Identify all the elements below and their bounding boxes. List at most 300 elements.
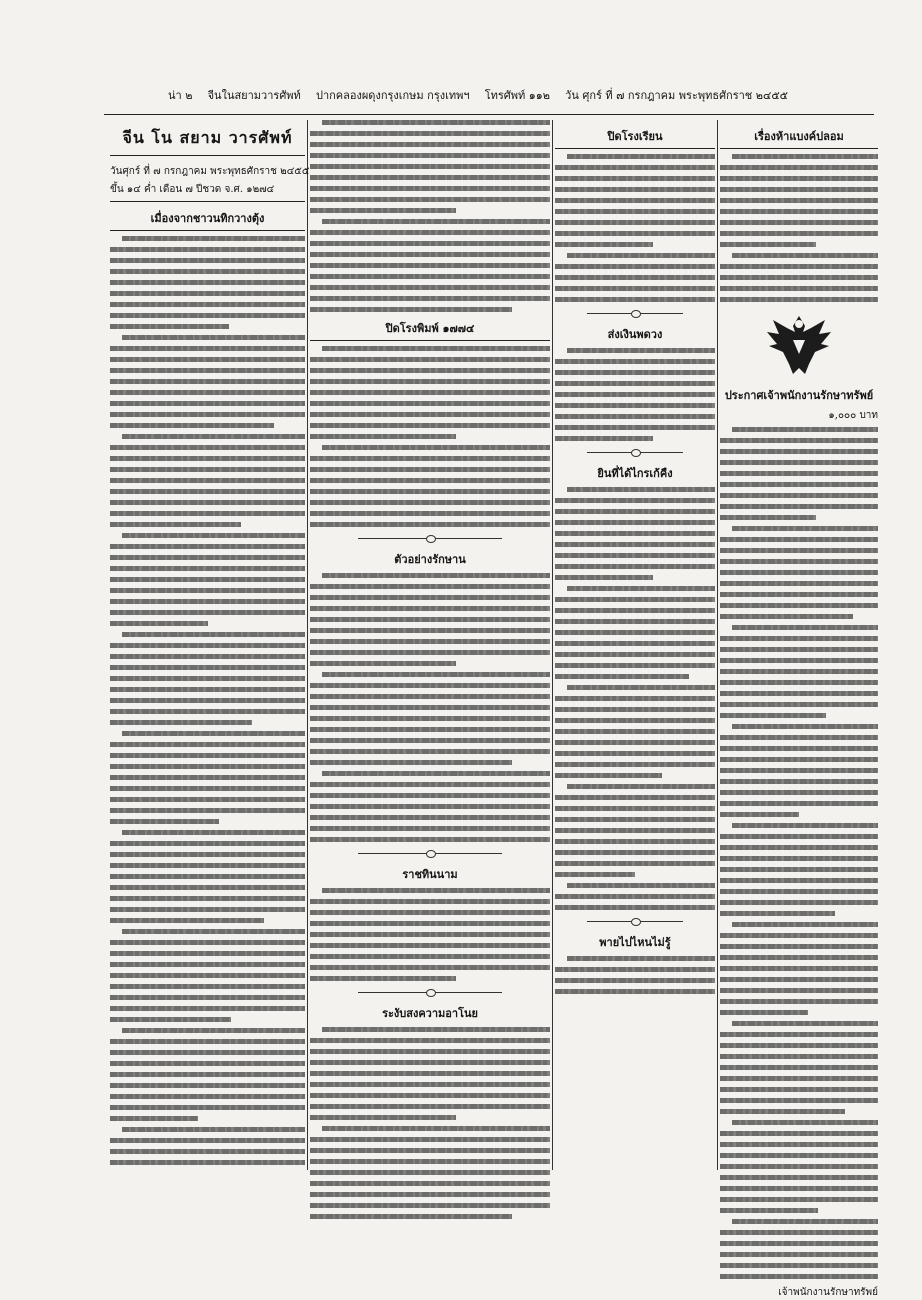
text-line [310,1137,550,1142]
text-line [555,630,715,635]
text-line [720,1197,878,1202]
text-line [310,307,512,312]
text-line [310,976,456,981]
text-line [720,1032,878,1037]
column-rule [552,120,553,1170]
text-line [110,401,305,406]
text-line [555,839,715,844]
text-line [567,348,715,353]
text-line [720,1164,878,1169]
text-line [567,956,715,961]
text-line [310,1148,550,1153]
text-line [110,720,252,725]
dateline-sub: ขึ้น ๑๔ ค่ำ เดือน ๗ ปีชวด จ.ศ. ๑๒๗๔ [110,182,305,202]
dateline: วันศุกร์ ที่ ๗ กรกฎาคม พระพุทธศักราช ๒๔๕๕ [110,166,310,177]
text-line [567,685,715,690]
text-line [720,1010,808,1015]
text-line [110,445,305,450]
text-line [310,1071,550,1076]
text-line [720,1043,878,1048]
text-line [720,264,878,269]
text-line [310,1060,550,1065]
text-line [310,186,550,191]
text-line [310,826,550,831]
issue-date: วัน ศุกร์ ที่ ๗ กรกฎาคม พระพุทธศักราช ๒๔๕๕ [565,89,788,102]
text-line [122,236,305,241]
text-line [110,577,305,582]
text-line [310,804,550,809]
text-line [555,542,715,547]
column-2 [310,120,550,1160]
text-line [310,263,550,268]
text-line [110,819,219,824]
text-line [720,1274,878,1279]
text-line [110,1050,305,1055]
text-line [310,423,550,428]
text-line [310,131,550,136]
text-line [720,242,816,247]
text-line [732,724,878,729]
text-line [720,900,878,905]
text-line [720,867,878,872]
text-line [720,482,878,487]
text-line [732,823,878,828]
location: ปากคลองผดุงกรุงเกษม กรุงเทพฯ [315,89,470,102]
text-line [310,1049,550,1054]
text-line [110,1160,305,1165]
text-line [555,773,662,778]
text-line [110,676,305,681]
text-line [720,592,878,597]
header-rule [104,114,874,115]
text-line [110,588,305,593]
text-line [720,1241,878,1246]
text-line [310,921,550,926]
text-line [720,691,878,696]
text-line [555,176,715,181]
column-rule [307,120,308,1170]
text-line [310,456,550,461]
text-line [110,346,305,351]
column-3 [555,120,715,1160]
text-line [110,1039,305,1044]
text-line [310,943,550,948]
text-line [310,683,550,688]
text-line [310,738,550,743]
text-line [555,165,715,170]
text-line [310,1159,550,1164]
text-line [732,253,878,258]
text-line [110,1116,198,1121]
text-line [110,852,305,857]
text-line [110,1138,305,1143]
article-heading: ส่งเงินพดวง [607,328,663,341]
text-line [555,498,715,503]
text-line [110,1149,305,1154]
text-line [720,955,878,960]
text-line [110,654,305,659]
text-line [555,297,715,302]
text-line [720,1087,878,1092]
text-line [720,504,878,509]
text-line [310,285,550,290]
text-line [110,478,305,483]
article-body [310,888,550,981]
text-line [720,1065,878,1070]
text-line [110,423,274,428]
text-line [310,932,550,937]
text-line [110,544,305,549]
text-line [555,359,715,364]
text-line [110,885,305,890]
text-line [555,436,653,441]
text-line [555,264,715,269]
text-line [310,1038,550,1043]
text-line [720,1186,878,1191]
column-1 [110,120,310,1160]
text-line [322,573,550,578]
text-line [310,954,550,959]
text-line [555,564,715,569]
text-line [720,801,878,806]
text-line [122,731,305,736]
text-line [720,231,878,236]
text-line [720,460,878,465]
text-line [310,1181,550,1186]
text-line [110,500,305,505]
masthead: จีน โน สยาม วารศัพท์ [110,120,305,156]
text-line [720,636,878,641]
text-line [310,412,550,417]
text-line [110,412,305,417]
text-line [310,230,550,235]
text-line [110,489,305,494]
text-line [720,999,878,1004]
notice-body [720,427,878,1279]
text-line [110,995,305,1000]
article-body [555,154,715,302]
text-line [555,198,715,203]
text-line [122,1127,305,1132]
text-line [110,599,305,604]
text-line [322,1126,550,1131]
text-line [567,253,715,258]
text-line [720,757,878,762]
text-line [110,863,305,868]
text-line [110,1006,305,1011]
text-line [720,1175,878,1180]
text-line [555,707,715,712]
article-heading: ราชทินนาม [402,868,458,881]
article-heading: เรื่องห้าแบงค์ปลอม [720,127,878,149]
text-line [110,357,305,362]
text-line [732,526,878,531]
text-line [555,597,715,602]
text-line [720,856,878,861]
text-line [110,269,305,274]
text-line [110,764,305,769]
text-line [555,575,653,580]
text-line [110,1072,305,1077]
text-line [555,989,715,994]
text-line [110,1105,305,1110]
text-line [567,487,715,492]
text-line [310,241,550,246]
text-line [720,790,878,795]
text-line [555,663,715,668]
text-line [110,918,264,923]
text-line [122,533,305,538]
text-line [720,966,878,971]
text-line [110,291,305,296]
text-line [310,899,550,904]
article-body [310,346,550,527]
text-line [310,1192,550,1197]
text-line [720,176,878,181]
article-body [720,154,878,302]
ornament-divider [310,848,550,858]
text-line [720,713,826,718]
text-line [310,379,550,384]
text-line [720,471,878,476]
article-heading: ปิดโรงพิมพ์ ๑๗๗๔ [310,319,550,341]
ornament-divider [310,987,550,997]
text-line [110,984,305,989]
text-line [310,357,550,362]
text-line [720,570,878,575]
article-heading: ปิดโรงเรียน [555,127,715,149]
text-line [310,782,550,787]
column-rule [717,120,718,1170]
article-body [310,573,550,842]
notice-title: ประกาศเจ้าพนักงานรักษาทรัพย์ [724,389,874,402]
text-line [110,1094,305,1099]
text-line [720,702,878,707]
text-line [732,922,878,927]
text-line [720,1076,878,1081]
text-line [110,1017,231,1022]
paper-name: จีนในสยามวารศัพท์ [207,89,301,102]
text-line [310,628,550,633]
garuda-emblem-icon [759,310,839,380]
text-line [322,771,550,776]
text-line [720,286,878,291]
text-line [555,414,715,419]
text-line [567,883,715,888]
text-line [110,302,305,307]
text-line [110,258,305,263]
article-body [110,236,305,1165]
text-line [555,795,715,800]
text-line [555,608,715,613]
text-line [720,581,878,586]
text-line [110,522,241,527]
text-line [555,817,715,822]
text-line [322,672,550,677]
text-line [567,154,715,159]
text-line [110,621,208,626]
text-line [720,1054,878,1059]
text-line [310,705,550,710]
text-line [720,297,878,302]
text-line [720,911,835,916]
text-line [720,878,878,883]
ornament-divider [555,308,715,318]
text-line [720,647,878,652]
text-line [310,639,550,644]
text-line [720,1109,845,1114]
text-line [110,786,305,791]
text-line [555,751,715,756]
text-line [110,313,305,318]
text-line [720,1263,878,1268]
text-line [110,1061,305,1066]
text-line [310,252,550,257]
text-line [720,220,878,225]
text-line [310,815,550,820]
text-line [720,198,878,203]
text-line [555,231,715,236]
notice-amount: ๑,๐๐๐ บาท [828,410,878,421]
ornament-divider [555,916,715,926]
text-line [555,641,715,646]
text-line [720,209,878,214]
ornament-divider [310,533,550,543]
text-line [310,584,550,589]
text-line [720,680,878,685]
text-line [555,894,715,899]
text-line [310,793,550,798]
text-line [110,390,305,395]
text-line [555,696,715,701]
text-line [310,1104,550,1109]
text-line [310,760,512,765]
text-line [555,861,715,866]
page-label: น่า ๒ [168,89,193,102]
text-line [110,368,305,373]
article-body [555,956,715,994]
text-line [110,808,305,813]
text-line [720,1098,878,1103]
text-line [110,940,305,945]
text-line [310,1214,512,1219]
article-heading: พายไปไหนไม่รู้ [599,936,671,949]
text-line [720,1153,878,1158]
text-line [110,566,305,571]
text-line [732,427,878,432]
text-line [310,1170,550,1175]
text-line [720,187,878,192]
text-line [720,603,878,608]
column-4 [720,120,878,1298]
text-line [720,438,878,443]
text-line [720,1142,878,1147]
text-line [110,797,305,802]
text-line [110,698,305,703]
text-line [555,828,715,833]
text-line [322,888,550,893]
text-line [110,687,305,692]
text-line [110,379,305,384]
text-line [555,209,715,214]
text-line [555,978,715,983]
text-line [555,967,715,972]
text-line [310,694,550,699]
text-line [310,511,550,516]
text-line [555,619,715,624]
text-line [720,559,878,564]
text-line [555,674,689,679]
text-line [310,368,550,373]
text-line [310,727,550,732]
text-line [322,120,550,125]
text-line [720,1252,878,1257]
article-body [310,120,550,312]
text-line [555,220,715,225]
text-line [720,845,878,850]
text-line [310,434,456,439]
text-line [720,614,853,619]
text-line [310,274,550,279]
text-line [310,749,550,754]
text-line [110,1083,305,1088]
text-line [720,768,878,773]
text-line [110,511,305,516]
text-line [555,187,715,192]
text-line [720,669,878,674]
text-line [322,1027,550,1032]
text-line [732,1120,878,1125]
text-line [720,515,816,520]
text-line [555,242,653,247]
article-heading: ตัวอย่างรักษาน [394,553,466,566]
text-line [310,965,550,970]
text-line [555,729,715,734]
text-line [322,219,550,224]
text-line [110,962,305,967]
text-line [720,944,878,949]
text-line [720,658,878,663]
text-line [720,834,878,839]
text-line [555,286,715,291]
text-line [555,425,715,430]
text-line [555,520,715,525]
text-line [322,445,550,450]
phone: โทรศัพท์ ๑๑๒ [484,89,550,102]
text-line [110,555,305,560]
text-line [110,643,305,648]
text-line [122,929,305,934]
text-line [310,467,550,472]
text-line [720,548,878,553]
text-line [322,346,550,351]
article-heading: ยินที่ได้ไกรเก้คืง [597,467,673,480]
text-line [555,381,715,386]
text-line [720,889,878,894]
text-line [110,280,305,285]
text-line [110,907,305,912]
text-line [732,1021,878,1026]
text-line [310,595,550,600]
text-line [720,779,878,784]
text-line [122,1028,305,1033]
text-line [555,531,715,536]
text-line [110,467,305,472]
text-line [720,933,878,938]
text-line [122,335,305,340]
text-line [310,164,550,169]
text-line [310,1203,550,1208]
